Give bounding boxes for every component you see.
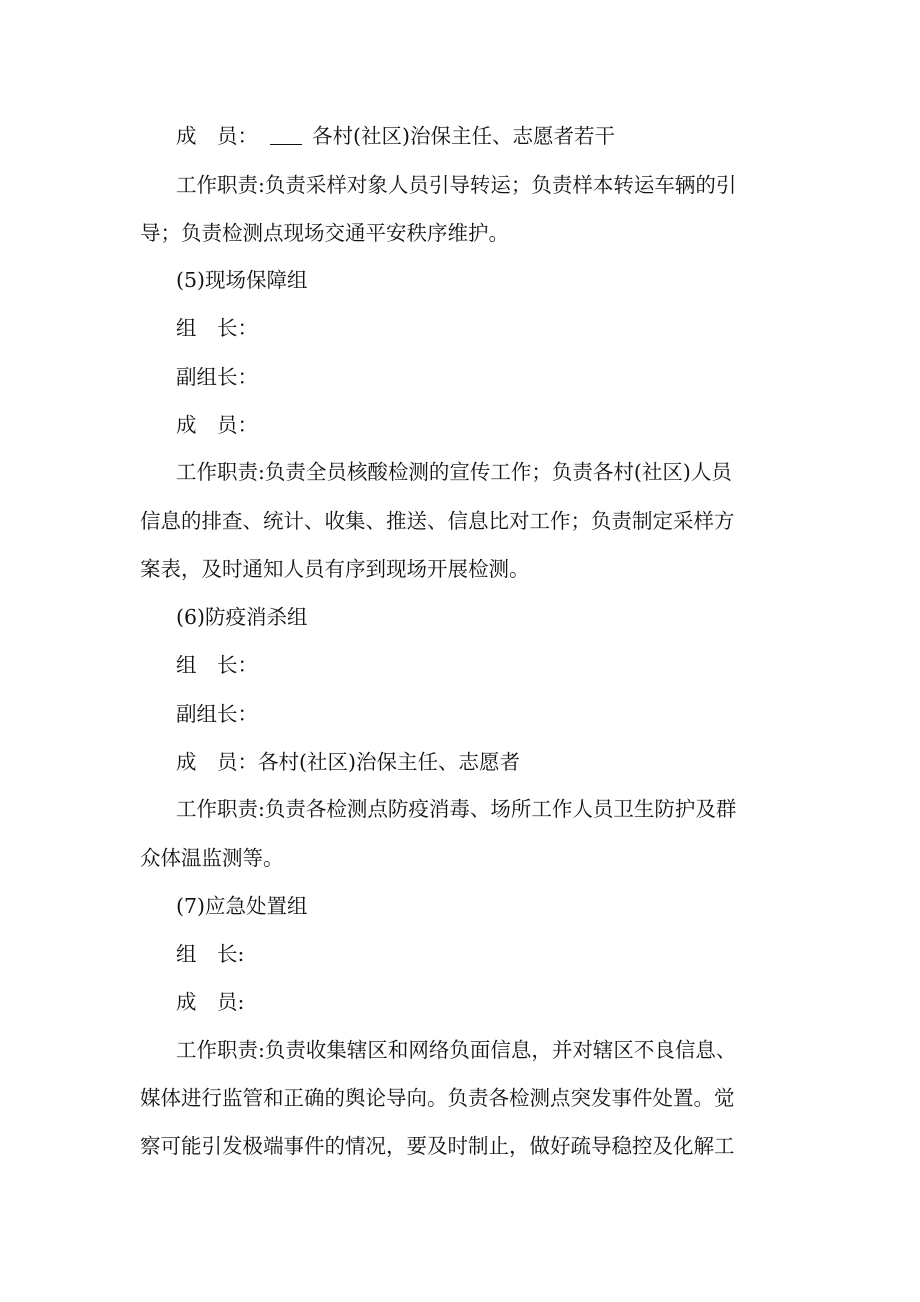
fill-in-blank — [270, 124, 302, 145]
traffic-duty-line-2: 导；负责检测点现场交通平安秩序维护。 — [140, 221, 509, 245]
site-support-duty-line-1: 工作职责:负责全员核酸检测的宣传工作；负责各村(社区)人员 — [176, 460, 732, 484]
traffic-duty-line-1: 工作职责:负责采样对象人员引导转运；负责样本转运车辆的引 — [176, 173, 737, 197]
emergency-heading: (7)应急处置组 — [176, 894, 308, 918]
disinfection-heading: (6)防疫消杀组 — [176, 605, 308, 629]
site-support-members: 成 员： — [176, 413, 258, 437]
emergency-members: 成 员: — [176, 990, 245, 1014]
disinfection-duty-line-1: 工作职责:负责各检测点防疫消毒、场所工作人员卫生防护及群 — [176, 797, 737, 821]
emergency-duty-line-1: 工作职责:负责收集辖区和网络负面信息，并对辖区不良信息、 — [176, 1038, 737, 1062]
site-support-leader: 组 长： — [176, 316, 258, 340]
disinfection-members: 成 员：各村(社区)治保主任、志愿者 — [176, 750, 520, 774]
emergency-duty-line-2: 媒体进行监管和正确的舆论导向。负责各检测点突发事件处置。觉 — [140, 1086, 735, 1110]
disinfection-leader: 组 长： — [176, 653, 258, 677]
traffic-members-value: 各村(社区)治保主任、志愿者若干 — [312, 124, 615, 148]
traffic-members-label: 成 员： — [176, 124, 258, 148]
site-support-deputy: 副组长： — [176, 365, 258, 389]
emergency-leader: 组 长: — [176, 942, 245, 966]
disinfection-duty-line-2: 众体温监测等。 — [140, 846, 284, 870]
site-support-heading: (5)现场保障组 — [176, 268, 308, 292]
site-support-duty-line-3: 案表，及时通知人员有序到现场开展检测。 — [140, 557, 530, 581]
disinfection-deputy: 副组长： — [176, 702, 258, 726]
emergency-duty-line-3: 察可能引发极端事件的情况，要及时制止，做好疏导稳控及化解工 — [140, 1134, 735, 1158]
traffic-members-line — [176, 119, 780, 153]
site-support-duty-line-2: 信息的排查、统计、收集、推送、信息比对工作；负责制定采样方 — [140, 509, 735, 533]
